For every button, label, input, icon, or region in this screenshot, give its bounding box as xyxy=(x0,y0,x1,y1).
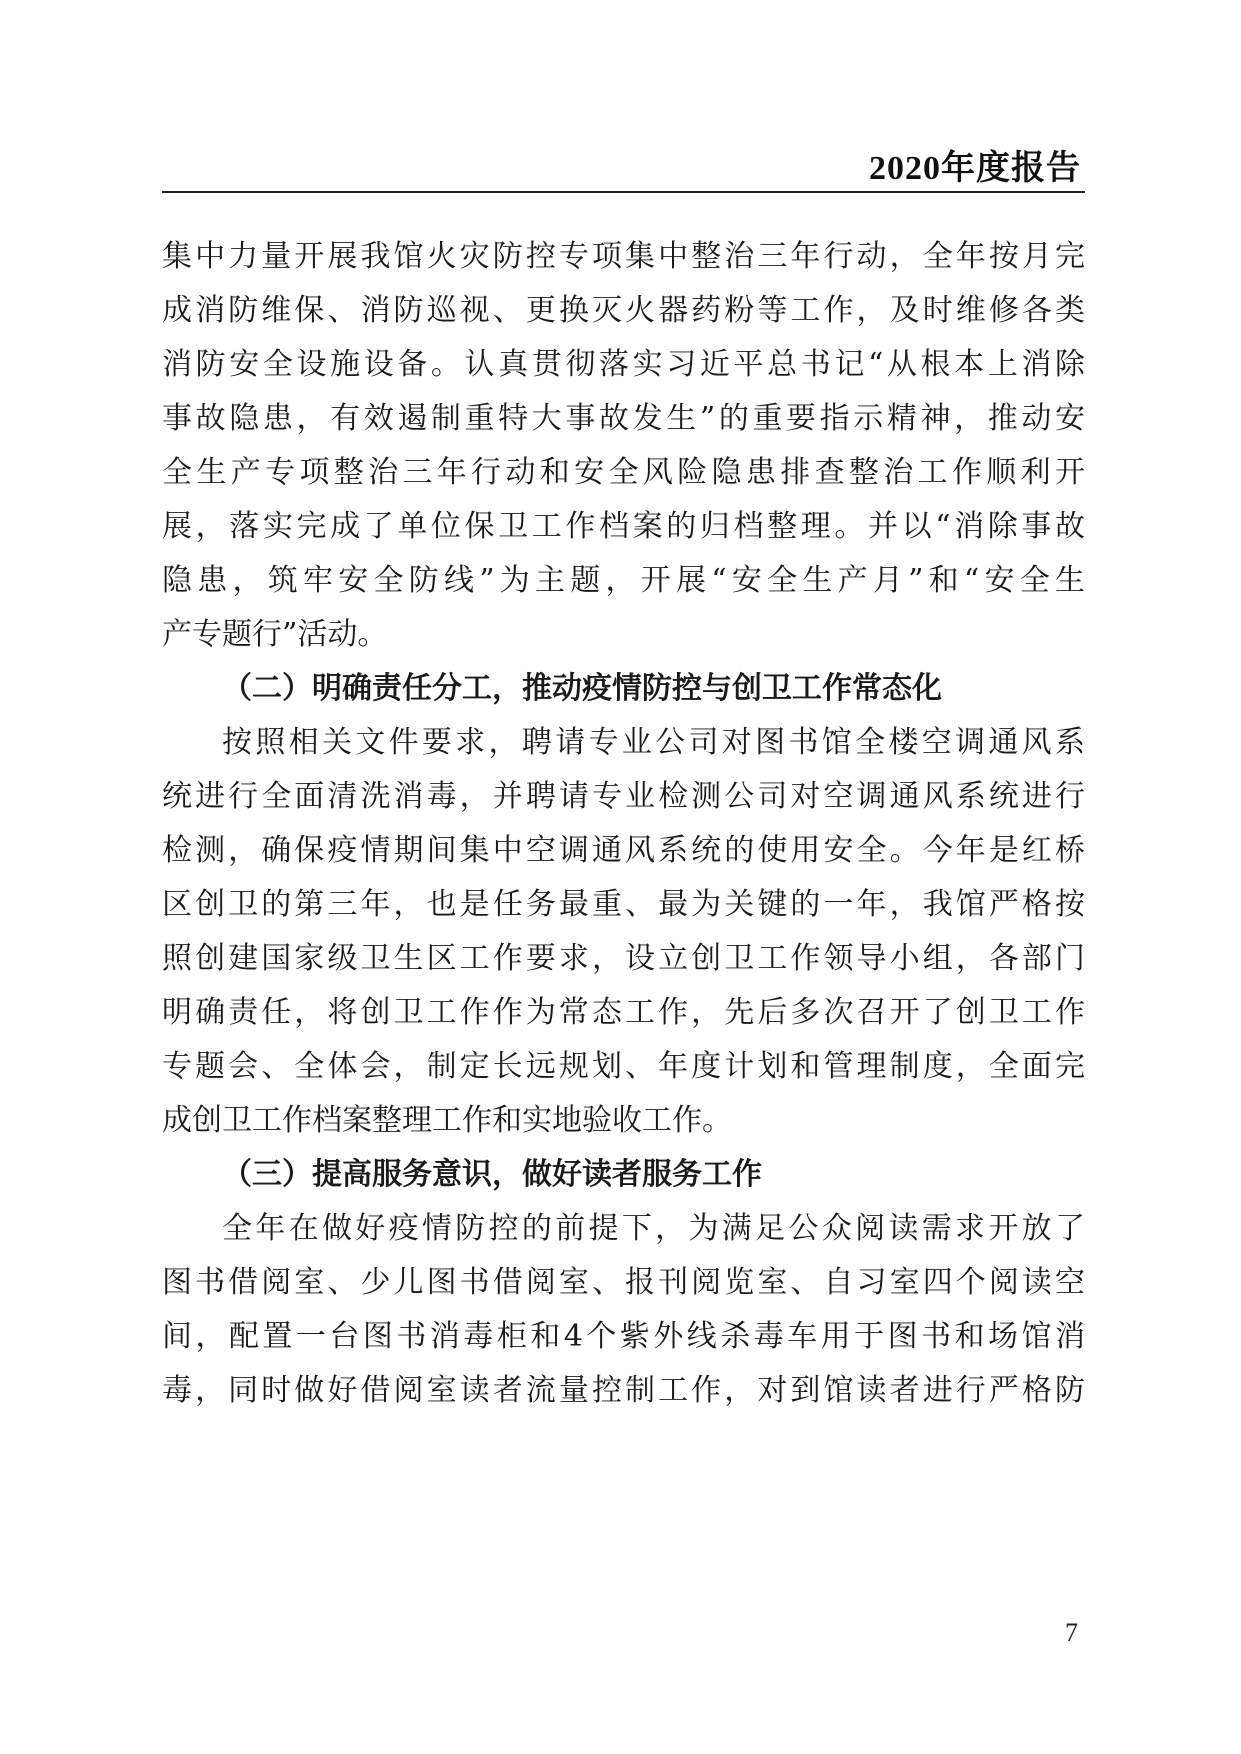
text-line: 图书借阅室、少儿图书借阅室、报刊阅览室、自习室四个阅读空 xyxy=(162,1265,1085,1300)
text-line: 明确责任，将创卫工作作为常态工作，先后多次召开了创卫工作 xyxy=(162,995,1085,1030)
text-line: 专题会、全体会，制定长远规划、年度计划和管理制度，全面完 xyxy=(162,1049,1085,1084)
page-number: 7 xyxy=(1065,1618,1078,1647)
section-heading: （三）提高服务意识，做好读者服务工作 xyxy=(222,1157,762,1192)
text-line: 消防安全设施设备。认真贯彻落实习近平总书记“从根本上消除 xyxy=(162,347,1085,382)
section-heading: （二）明确责任分工，推动疫情防控与创卫工作常态化 xyxy=(222,671,942,706)
report-header-title: 2020年度报告 xyxy=(869,150,1081,187)
body-text xyxy=(162,230,1085,1418)
text-line: 成创卫工作档案整理工作和实地验收工作。 xyxy=(162,1103,732,1138)
text-line: 集中力量开展我馆火灾防控专项集中整治三年行动，全年按月完 xyxy=(162,239,1085,274)
text-line: 产专题行”活动。 xyxy=(162,617,388,652)
text-line: 隐患，筑牢安全防线”为主题，开展“安全生产月”和“安全生 xyxy=(162,563,1085,598)
text-line: 事故隐患，有效遏制重特大事故发生”的重要指示精神，推动安 xyxy=(162,401,1085,436)
text-line: 间，配置一台图书消毒柜和4个紫外线杀毒车用于图书和场馆消 xyxy=(162,1319,1085,1354)
header-divider xyxy=(162,191,1085,193)
text-line: 照创建国家级卫生区工作要求，设立创卫工作领导小组，各部门 xyxy=(162,941,1085,976)
text-line: 全生产专项整治三年行动和安全风险隐患排查整治工作顺利开 xyxy=(162,455,1085,490)
text-line: 毒，同时做好借阅室读者流量控制工作，对到馆读者进行严格防 xyxy=(162,1373,1085,1408)
text-line: 统进行全面清洗消毒，并聘请专业检测公司对空调通风系统进行 xyxy=(162,779,1085,814)
text-line: 按照相关文件要求，聘请专业公司对图书馆全楼空调通风系 xyxy=(222,725,1085,760)
text-line: 全年在做好疫情防控的前提下，为满足公众阅读需求开放了 xyxy=(222,1211,1085,1246)
text-line: 展，落实完成了单位保卫工作档案的归档整理。并以“消除事故 xyxy=(162,509,1085,544)
text-line: 成消防维保、消防巡视、更换灭火器药粉等工作，及时维修各类 xyxy=(162,293,1085,328)
text-line: 检测，确保疫情期间集中空调通风系统的使用安全。今年是红桥 xyxy=(162,833,1085,868)
text-line: 区创卫的第三年，也是任务最重、最为关键的一年，我馆严格按 xyxy=(162,887,1085,922)
